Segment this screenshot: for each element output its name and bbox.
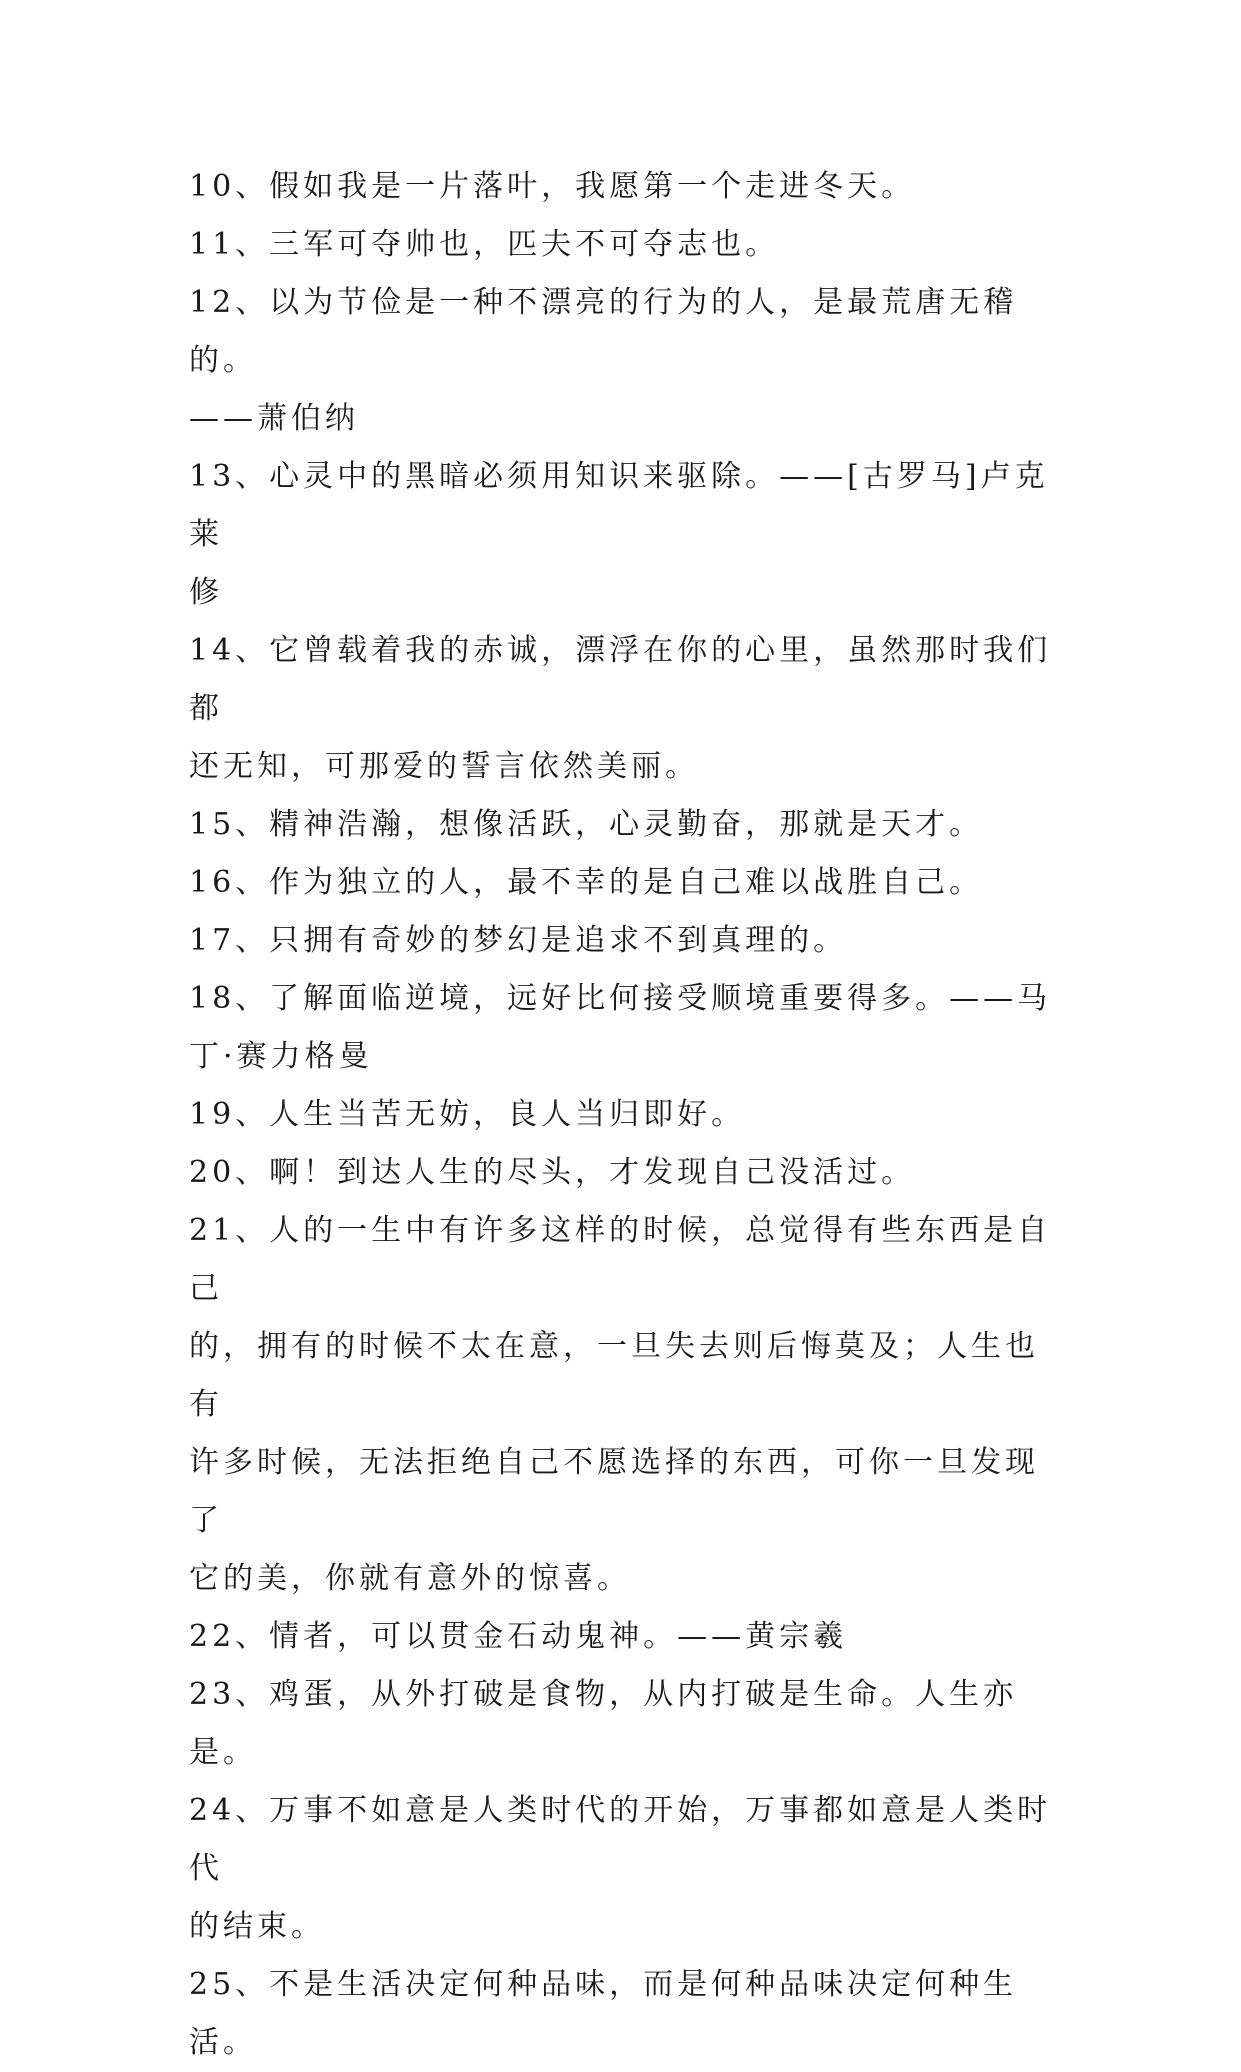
quote-list — [189, 158, 1069, 2072]
text-line: 11、三军可夺帅也，匹夫不可夺志也。 — [189, 227, 780, 262]
text-line: 25、不是生活决定何种品味，而是何种品味决定何种生活。 — [189, 1967, 1018, 2060]
text-line: 23、鸡蛋，从外打破是食物，从内打破是生命。人生亦是。 — [189, 1677, 1018, 1770]
text-line: 21、人的一生中有许多这样的时候，总觉得有些东西是自己 — [189, 1213, 1052, 1306]
text-line: 18、了解面临逆境，远好比何接受顺境重要得多。——马 — [189, 981, 1052, 1016]
text-line: 15、精神浩瀚，想像活跃，心灵勤奋，那就是天才。 — [189, 807, 984, 842]
text-line: 13、心灵中的黑暗必须用知识来驱除。——[古罗马]卢克莱 — [189, 459, 1049, 552]
text-line: ——萧伯纳 — [189, 401, 359, 436]
text-line: 19、人生当苦无妨，良人当归即好。 — [189, 1097, 746, 1132]
text-line: 丁·赛力格曼 — [189, 1039, 373, 1074]
text-line: 14、它曾载着我的赤诚，漂浮在你的心里，虽然那时我们都 — [189, 633, 1052, 726]
text-line: 17、只拥有奇妙的梦幻是追求不到真理的。 — [189, 923, 848, 958]
text-line: 10、假如我是一片落叶，我愿第一个走进冬天。 — [189, 169, 916, 204]
text-line: 12、以为节俭是一种不漂亮的行为的人，是最荒唐无稽的。 — [189, 285, 1018, 378]
text-line: 的结束。 — [189, 1909, 325, 1944]
text-line: 20、啊！到达人生的尽头，才发现自己没活过。 — [189, 1155, 916, 1190]
text-line: 24、万事不如意是人类时代的开始，万事都如意是人类时代 — [189, 1793, 1052, 1886]
text-line: 还无知，可那爱的誓言依然美丽。 — [189, 749, 699, 784]
text-line: 16、作为独立的人，最不幸的是自己难以战胜自己。 — [189, 865, 984, 900]
text-line: 修 — [189, 575, 223, 610]
text-line: 22、情者，可以贯金石动鬼神。——黄宗羲 — [189, 1619, 848, 1654]
text-line: 许多时候，无法拒绝自己不愿选择的东西，可你一旦发现了 — [189, 1445, 1039, 1538]
text-line: 它的美，你就有意外的惊喜。 — [189, 1561, 631, 1596]
text-line: 的，拥有的时候不太在意，一旦失去则后悔莫及；人生也有 — [189, 1329, 1039, 1422]
